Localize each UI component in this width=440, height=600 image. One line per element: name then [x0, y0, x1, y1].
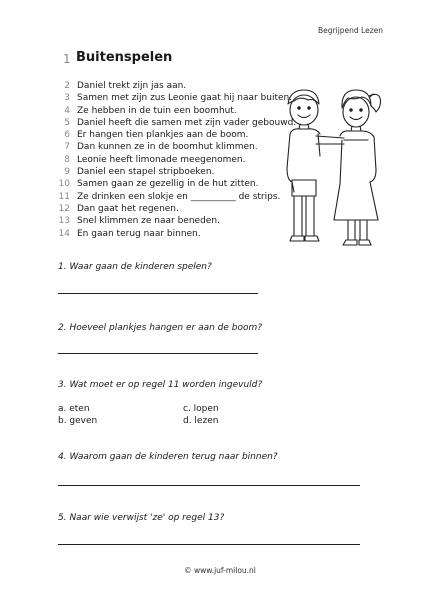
footer-credit: © www.juf-milou.nl — [184, 566, 256, 575]
line-text: En gaan terug naar binnen. — [77, 228, 201, 239]
line-number: 3 — [64, 93, 70, 104]
choice-c[interactable]: c. lopen — [183, 404, 219, 414]
line-number: 9 — [64, 167, 70, 178]
title-line-number: 1 — [63, 52, 71, 66]
story-line — [0, 178, 290, 190]
question-5: 5. Naar wie verwijst 'ze' op regel 13? — [58, 513, 225, 523]
story-line — [0, 141, 290, 153]
line-number: 13 — [58, 216, 70, 227]
answer-line-5[interactable] — [58, 544, 360, 545]
girl-drawing — [334, 90, 381, 245]
choice-b[interactable]: b. geven — [58, 416, 98, 426]
question-2: 2. Hoeveel plankjes hangen er aan de boom? — [58, 323, 263, 333]
line-text: Daniel heeft die samen met zijn vader gebouwd. — [77, 117, 297, 128]
story-line — [0, 166, 290, 178]
line-text: Samen met zijn zus Leonie gaat hij naar buiten. — [77, 93, 293, 104]
line-text: Ze hebben in de tuin een boomhut. — [77, 105, 237, 116]
line-text: Leonie heeft limonade meegenomen. — [77, 154, 246, 165]
line-number: 7 — [64, 142, 70, 153]
story-line — [0, 105, 290, 117]
line-number: 2 — [64, 81, 70, 91]
boy-drawing — [287, 90, 344, 241]
line-text: Snel klimmen ze naar beneden. — [77, 216, 220, 227]
line-text: Daniel trekt zijn jas aan. — [77, 81, 187, 91]
answer-line-2[interactable] — [58, 353, 258, 354]
line-number: 5 — [64, 117, 70, 128]
line-text: Dan gaat het regenen. — [77, 203, 179, 214]
line-number: 14 — [58, 228, 70, 239]
question-4: 4. Waarom gaan de kinderen terug naar binnen? — [58, 452, 278, 462]
story-line — [0, 215, 290, 227]
line-text: Er hangen tien plankjes aan de boom. — [77, 130, 249, 141]
line-number: 6 — [64, 130, 70, 141]
choice-a[interactable]: a. eten — [58, 404, 90, 414]
page-title: Buitenspelen — [76, 50, 173, 65]
line-text: Ze drinken een slokje en __________ de strips. — [77, 191, 281, 202]
line-text: Dan kunnen ze in de boomhut klimmen. — [77, 142, 258, 153]
story-line — [0, 129, 290, 141]
line-text: Samen gaan ze gezellig in de hut zitten. — [77, 179, 259, 190]
line-number: 11 — [58, 191, 70, 202]
line-number: 8 — [64, 154, 70, 165]
story-line — [0, 191, 290, 203]
story-text — [0, 80, 297, 240]
story-line — [0, 80, 290, 92]
header-label: Begrijpend Lezen — [318, 26, 384, 35]
story-line — [0, 228, 290, 240]
choice-d[interactable]: d. lezen — [183, 416, 219, 426]
question-1: 1. Waar gaan de kinderen spelen? — [58, 262, 212, 272]
story-line — [0, 117, 297, 129]
answer-line-1[interactable] — [58, 293, 258, 294]
line-text: Daniel een stapel stripboeken. — [77, 167, 215, 178]
question-3: 3. Wat moet er op regel 11 worden ingevuld? — [58, 380, 263, 390]
answer-line-4[interactable] — [58, 485, 360, 486]
story-line — [0, 92, 293, 104]
children-illustration — [270, 84, 388, 260]
line-number: 12 — [58, 203, 70, 214]
story-line — [0, 154, 290, 166]
story-line — [0, 203, 290, 215]
line-number: 10 — [58, 179, 70, 190]
line-number: 4 — [64, 105, 70, 116]
